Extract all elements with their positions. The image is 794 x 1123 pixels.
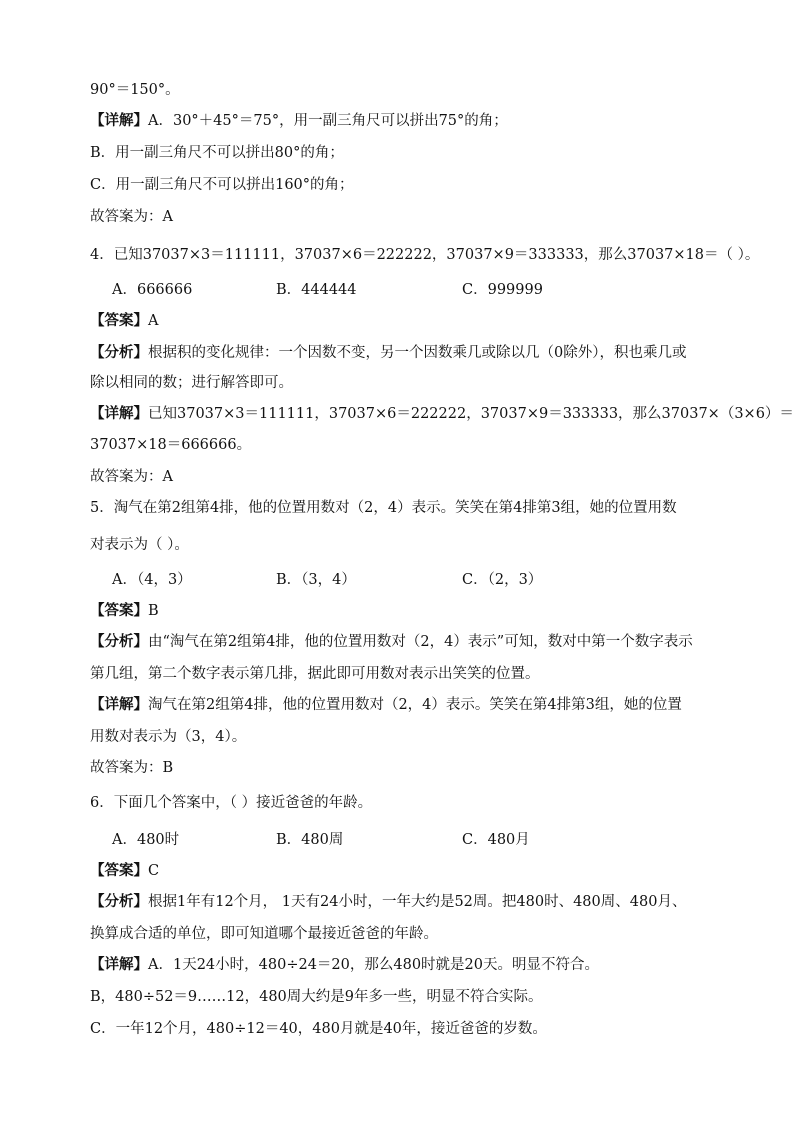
analysis-text: 由“淘气在第2组第4排，他的位置用数对（2，4）表示”可知，数对中第一个数字表示 xyxy=(148,634,693,650)
text-line: C．一年12个月，480÷12＝40，480月就是40年，接近爸爸的岁数。 xyxy=(90,1021,547,1037)
text-line: C．用一副三角尺不可以拼出160°的角； xyxy=(90,177,354,193)
answer-line xyxy=(90,311,158,331)
analysis-line xyxy=(90,892,686,912)
answer-line xyxy=(90,861,159,881)
q6-option-a: A．480时 xyxy=(112,832,180,848)
answer-label: 【答案】 xyxy=(90,312,148,329)
text-line: 换算成合适的单位，即可知道哪个最接近爸爸的年龄。 xyxy=(90,926,438,942)
detail-text: 已知37037×3＝111111，37037×6＝222222，37037×9＝333333，那么37037×（3×6）＝ xyxy=(148,406,794,422)
answer-text: A xyxy=(148,313,159,329)
text-line: 第几组，第二个数字表示第几排，据此即可用数对表示出笑笑的位置。 xyxy=(90,666,540,682)
detail-label: 【详解】 xyxy=(90,956,148,973)
text-line: 37037×18＝666666。 xyxy=(90,437,252,453)
question-5: 5．淘气在第2组第4排，他的位置用数对（2，4）表示。笑笑在第4排第3组，她的位置用数 xyxy=(90,500,677,516)
text-line: 故答案为：B xyxy=(90,760,174,776)
text-line: B．用一副三角尺不可以拼出80°的角； xyxy=(90,145,344,161)
question-5-cont: 对表示为（ ）。 xyxy=(90,537,189,553)
detail-line xyxy=(90,111,508,131)
analysis-label: 【分析】 xyxy=(90,893,148,910)
answer-text: C xyxy=(148,863,160,879)
text-line: 故答案为：A xyxy=(90,209,173,225)
analysis-label: 【分析】 xyxy=(90,344,148,361)
q4-option-c: C．999999 xyxy=(462,282,543,298)
detail-text: A．30°＋45°＝75°，用一副三角尺可以拼出75°的角； xyxy=(148,113,508,129)
q4-option-a: A．666666 xyxy=(112,282,193,298)
q5-option-a: A．（4，3） xyxy=(112,572,192,588)
analysis-text: 根据积的变化规律：一个因数不变，另一个因数乘几或除以几（0除外），积也乘几或 xyxy=(148,345,687,361)
detail-text: A．1天24小时，480÷24＝20，那么480时就是20天。明显不符合。 xyxy=(148,957,599,973)
q5-option-b: B．（3，4） xyxy=(276,572,356,588)
question-6: 6．下面几个答案中，（ ）接近爸爸的年龄。 xyxy=(90,795,373,811)
detail-line xyxy=(90,955,599,975)
detail-label: 【详解】 xyxy=(90,405,148,422)
q5-option-c: C．（2，3） xyxy=(462,572,543,588)
detail-line xyxy=(90,404,794,424)
q6-option-c: C．480月 xyxy=(462,832,530,848)
q4-option-b: B．444444 xyxy=(276,282,357,298)
analysis-label: 【分析】 xyxy=(90,633,148,650)
analysis-text: 根据1年有12个月， 1天有24小时，一年大约是52周。把480时、480周、480月、 xyxy=(148,894,687,910)
analysis-line xyxy=(90,343,686,363)
analysis-line xyxy=(90,632,693,652)
answer-label: 【答案】 xyxy=(90,602,148,619)
q6-option-b: B．480周 xyxy=(276,832,344,848)
answer-line xyxy=(90,601,159,621)
text-line: B，480÷52＝9……12，480周大约是9年多一些，明显不符合实际。 xyxy=(90,989,543,1005)
text-line: 90°＝150°。 xyxy=(90,82,180,98)
text-line: 除以相同的数；进行解答即可。 xyxy=(90,375,293,391)
text-line: 用数对表示为（3，4）。 xyxy=(90,729,247,745)
answer-text: B xyxy=(148,603,159,619)
detail-label: 【详解】 xyxy=(90,112,148,129)
detail-line xyxy=(90,695,682,715)
question-4: 4．已知37037×3＝111111，37037×6＝222222，37037×9＝333333，那么37037×18＝（ ）。 xyxy=(90,247,760,263)
answer-label: 【答案】 xyxy=(90,862,148,879)
text-line: 故答案为：A xyxy=(90,469,173,485)
detail-label: 【详解】 xyxy=(90,696,148,713)
detail-text: 淘气在第2组第4排，他的位置用数对（2，4）表示。笑笑在第4排第3组，她的位置 xyxy=(148,697,682,713)
